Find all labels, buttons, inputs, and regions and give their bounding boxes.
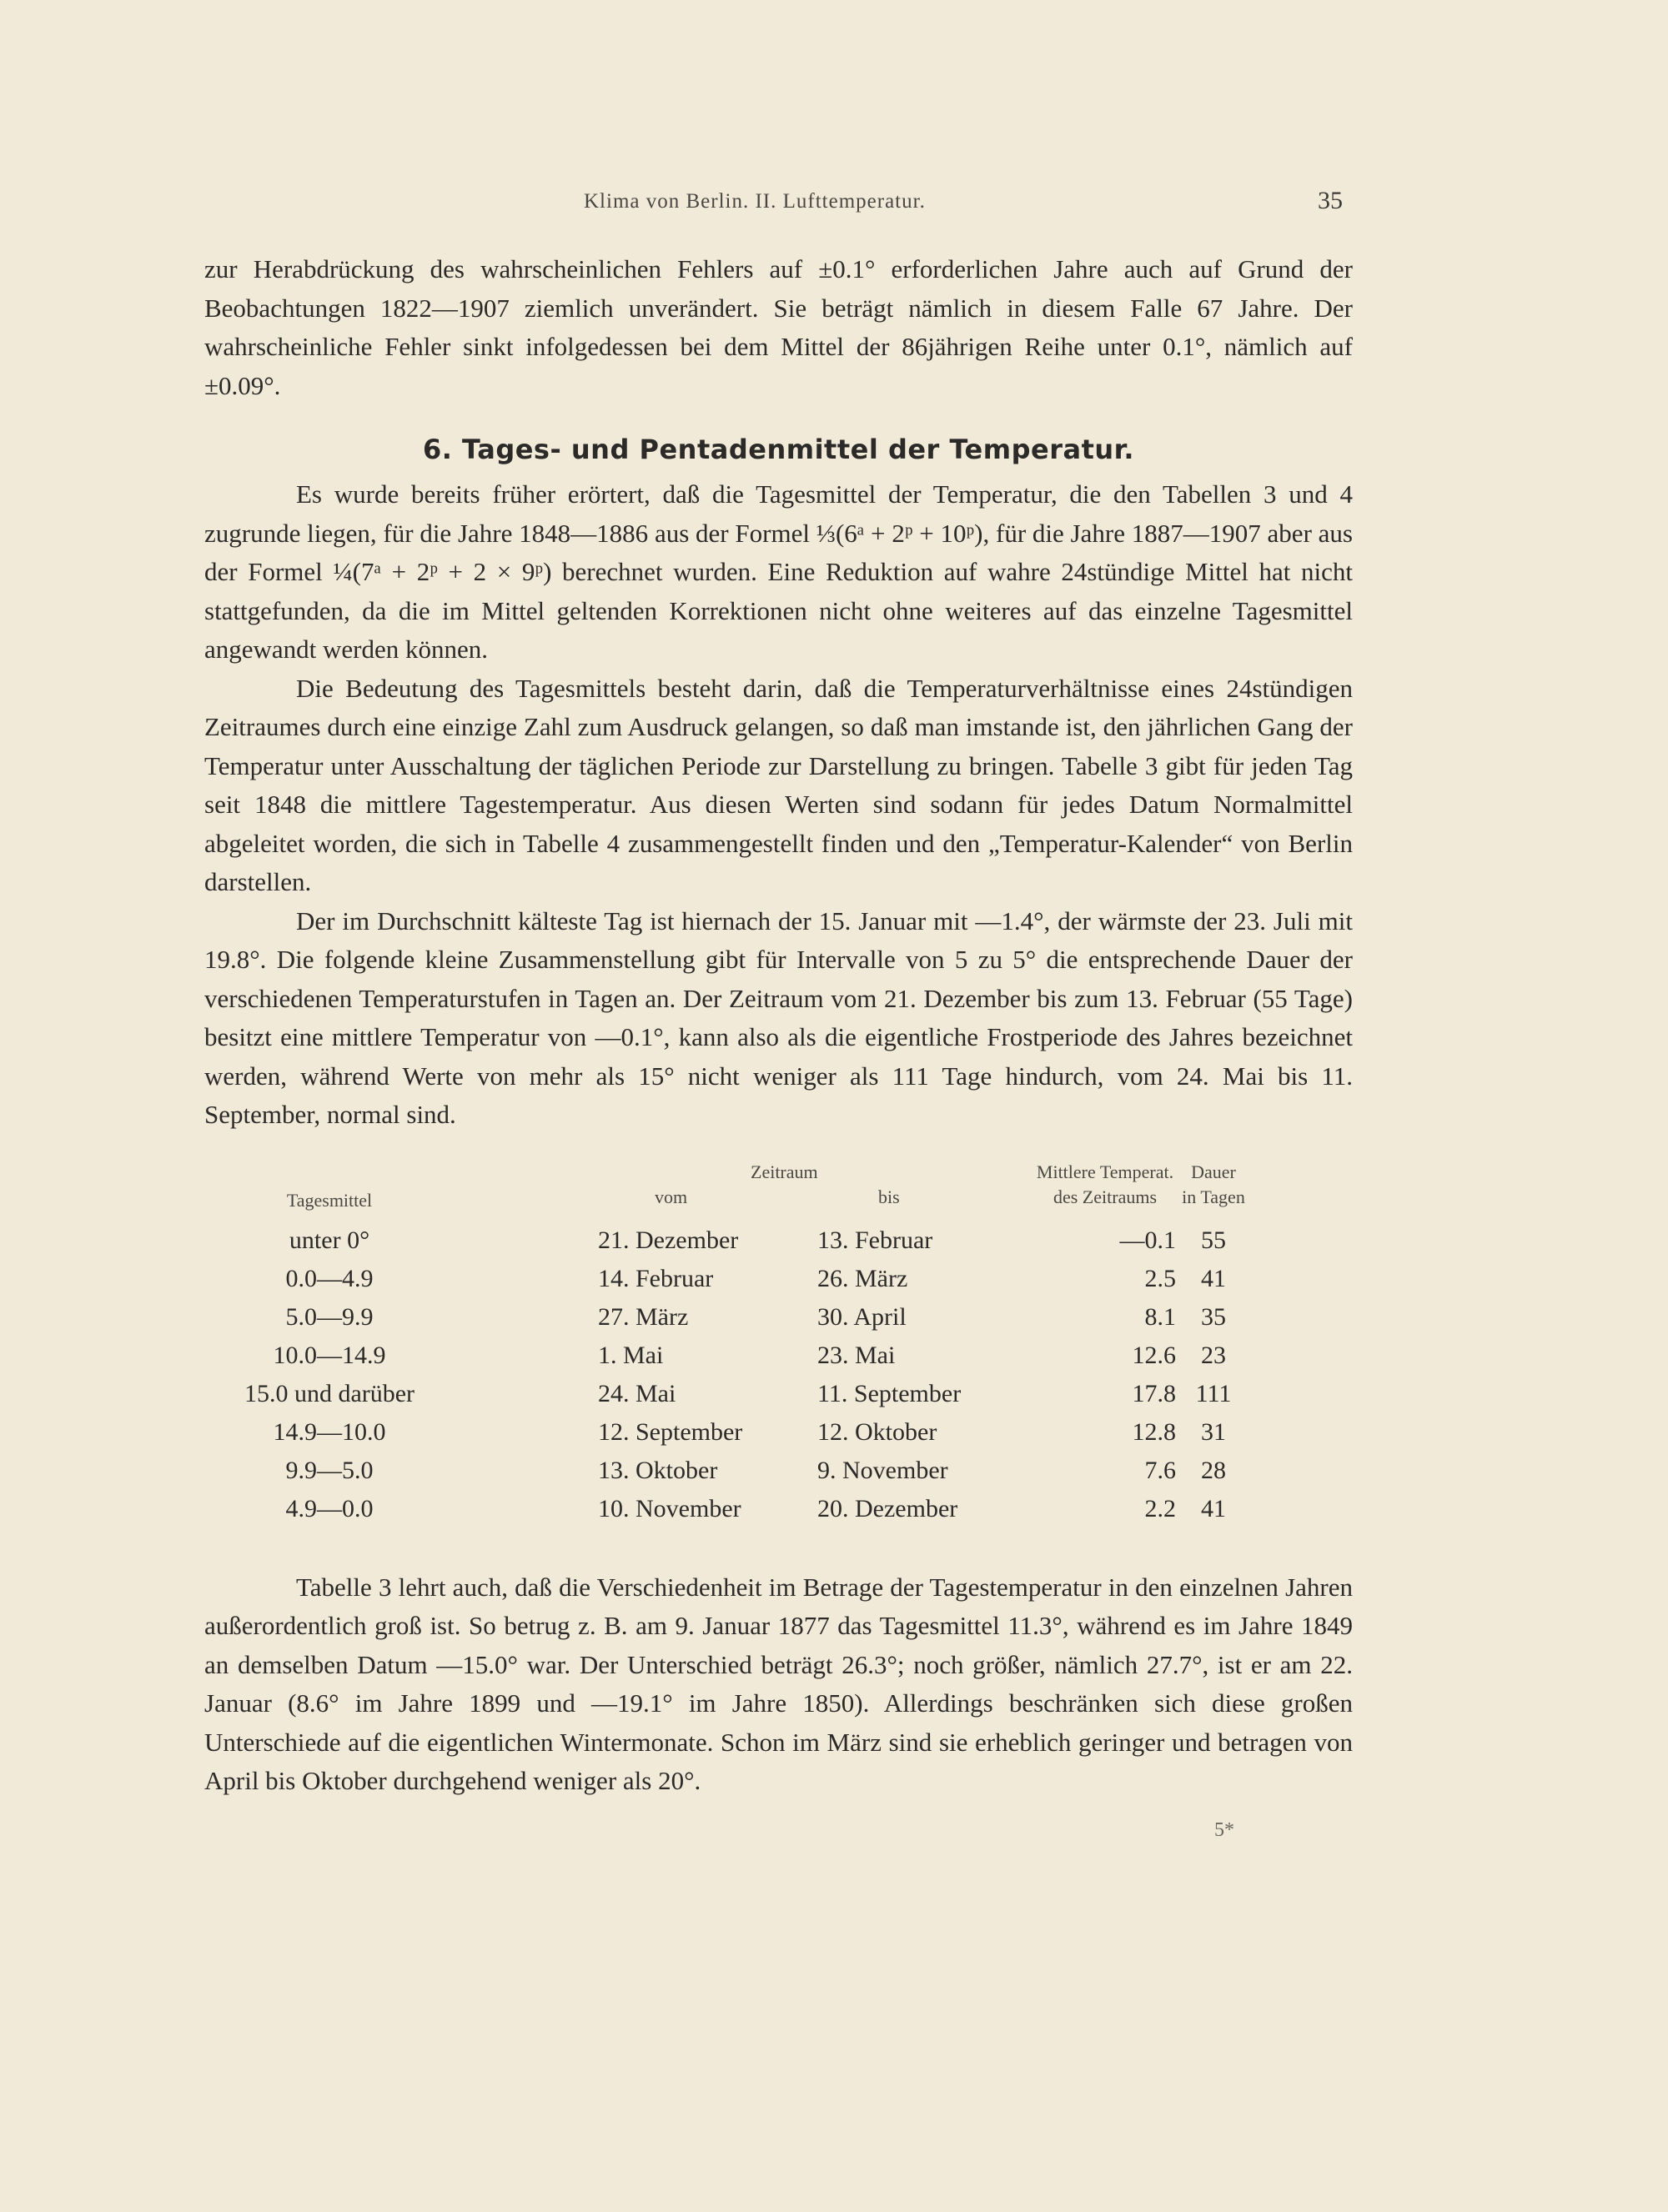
header-zeitraum: Zeitraum	[751, 1161, 818, 1182]
cell-dauer: 41	[1201, 1494, 1226, 1522]
closing-paragraph: Tabelle 3 lehrt auch, daß die Verschiedenheit im Betrage der Tagestemperatur in den einzelnen Jahren außerordentlich groß ist. So betrug z. B. am 9. Januar 1877 das Tagesmittel 11.3°, während es im Jahre 1849 an demselben Datum —15.0° war. Der Unterschied beträgt 26.3°; noch größer, nämlich 27.7°, ist er am 22. Januar (8.6° im Jahre 1899 und —19.1° im Jahre 1850). Allerdings beschränken sich diese großen Unterschiede auf die eigentlichen Wintermonate. Schon im März sind sie erheblich geringer und betragen von April bis Oktober durchgehend weniger als 20°.	[204, 1572, 1353, 1795]
table-row	[204, 1495, 1353, 1533]
cell-temp: 12.6	[1132, 1341, 1176, 1369]
header-bis: bis	[878, 1186, 900, 1207]
cell-von: 14. Februar	[598, 1264, 714, 1292]
cell-bis: 20. Dezember	[817, 1494, 958, 1522]
table-row	[204, 1342, 1353, 1380]
cell-temp: 8.1	[1144, 1302, 1176, 1331]
table-row	[204, 1380, 1353, 1418]
cell-bis: 12. Oktober	[817, 1417, 937, 1446]
paragraph: Der im Durchschnitt kälteste Tag ist hiernach der 15. Januar mit —1.4°, der wärmste der 23. Juli mit 19.8°. Die folgende kleine Zusammenstellung gibt für Intervalle von 5 zu 5° die entsprechende Dauer der verschiedenen Temperaturstufen in Tagen an. Der Zeitraum vom 21. Dezember bis zum 13. Februar (55 Tage) besitzt eine mittlere Temperatur von —0.1°, kann also als die eigentliche Frostperiode des Jahres bezeichnet werden, während Werte von mehr als 15° nicht weniger als 111 Tage hindurch, vom 24. Mai bis 11. September, normal sind.	[204, 905, 1353, 1129]
cell-temp: —0.1	[1119, 1226, 1176, 1254]
cell-bis: 11. September	[817, 1379, 962, 1407]
cell-temp: 12.8	[1132, 1417, 1176, 1446]
table-row	[204, 1265, 1353, 1303]
header-tagesmittel: Tagesmittel	[286, 1189, 373, 1211]
cell-dauer: 23	[1201, 1341, 1226, 1369]
cell-temp: 2.2	[1144, 1494, 1176, 1522]
page-number: 35	[1318, 187, 1343, 214]
cell-dauer: 111	[1195, 1379, 1232, 1407]
cell-von: 13. Oktober	[598, 1456, 718, 1484]
paragraph: Die Bedeutung des Tagesmittels besteht darin, daß die Temperaturverhältnisse eines 24stündigen Zeitraumes durch eine einzige Zahl zum Ausdruck gelangen, so daß man imstande ist, den jährlichen Gang der Temperatur unter Ausschaltung der täglichen Periode zur Darstellung zu bringen. Tabelle 3 gibt für jeden Tag seit 1848 die mittlere Tagestemperatur. Aus diesen Werten sind sodann für jedes Datum Normalmittel abgeleitet worden, die sich in Tabelle 4 zusammengestellt finden und den „Temperatur-Kalender“ von Berlin darstellen.	[204, 673, 1353, 896]
cell-range: 14.9—10.0	[273, 1417, 386, 1446]
table-row	[204, 1226, 1353, 1265]
temperature-table	[204, 1161, 1353, 1545]
header-vom: vom	[655, 1186, 688, 1207]
cell-dauer: 35	[1201, 1302, 1226, 1331]
cell-dauer: 28	[1201, 1456, 1226, 1484]
header-dauer-line2: in Tagen	[1182, 1186, 1245, 1207]
paragraph: Es wurde bereits früher erörtert, daß die Tagesmittel der Temperatur, die den Tabellen 3 und 4 zugrunde liegen, für die Jahre 1848—1886 aus der Formel ⅓(6ᵃ + 2ᵖ + 10ᵖ), für die Jahre 1887—1907 aber aus der Formel ¼(7ᵃ + 2ᵖ + 2 × 9ᵖ) berechnet wurden. Eine Reduktion auf wahre 24stündige Mittel hat nicht stattgefunden, da die im Mittel geltenden Korrektionen nicht ohne weiteres auf das einzelne Tagesmittel angewandt werden können.	[204, 479, 1353, 664]
cell-von: 12. September	[598, 1417, 743, 1446]
cell-temp: 17.8	[1132, 1379, 1176, 1407]
header-temp-line2: des Zeitraums	[1053, 1186, 1158, 1207]
header-dauer-line1: Dauer	[1191, 1161, 1236, 1182]
cell-von: 21. Dezember	[598, 1226, 739, 1254]
cell-range: 5.0—9.9	[285, 1302, 374, 1331]
cell-range: 0.0—4.9	[285, 1264, 374, 1292]
cell-temp: 7.6	[1144, 1456, 1176, 1484]
cell-bis: 23. Mai	[817, 1341, 896, 1369]
cell-von: 24. Mai	[598, 1379, 676, 1407]
cell-range: 15.0 und darüber	[244, 1379, 415, 1407]
cell-temp: 2.5	[1144, 1264, 1176, 1292]
cell-range: 4.9—0.0	[285, 1494, 374, 1522]
running-header	[0, 187, 1668, 223]
cell-von: 27. März	[598, 1302, 689, 1331]
table-row	[204, 1457, 1353, 1495]
cell-bis: 30. April	[817, 1302, 907, 1331]
header-temp-line1: Mittlere Temperat.	[1036, 1161, 1174, 1182]
page-body	[204, 250, 1353, 1801]
cell-bis: 9. November	[817, 1456, 948, 1484]
cell-range: unter 0°	[289, 1226, 370, 1254]
cell-bis: 13. Februar	[817, 1226, 933, 1254]
cell-dauer: 31	[1201, 1417, 1226, 1446]
cell-von: 1. Mai	[598, 1341, 664, 1369]
section-heading: 6. Tages- und Pentadenmittel der Temperatur.	[422, 434, 1135, 465]
running-title: Klima von Berlin. II. Lufttemperatur.	[584, 190, 926, 213]
cell-dauer: 55	[1201, 1226, 1226, 1254]
intro-paragraph: zur Herabdrückung des wahrscheinlichen Fehlers auf ±0.1° erforderlichen Jahre auch auf Grund der Beobachtungen 1822—1907 ziemlich unverändert. Sie beträgt nämlich in diesem Falle 67 Jahre. Der wahrscheinliche Fehler sinkt infolgedessen bei dem Mittel der 86jährigen Reihe unter 0.1°, nämlich auf ±0.09°.	[204, 254, 1353, 400]
cell-range: 9.9—5.0	[285, 1456, 374, 1484]
cell-range: 10.0—14.9	[273, 1341, 386, 1369]
cell-dauer: 41	[1201, 1264, 1226, 1292]
table-row	[204, 1303, 1353, 1342]
cell-bis: 26. März	[817, 1264, 908, 1292]
cell-von: 10. November	[598, 1494, 741, 1522]
table-row	[204, 1418, 1353, 1457]
signature-mark: 5*	[1214, 1819, 1234, 1841]
